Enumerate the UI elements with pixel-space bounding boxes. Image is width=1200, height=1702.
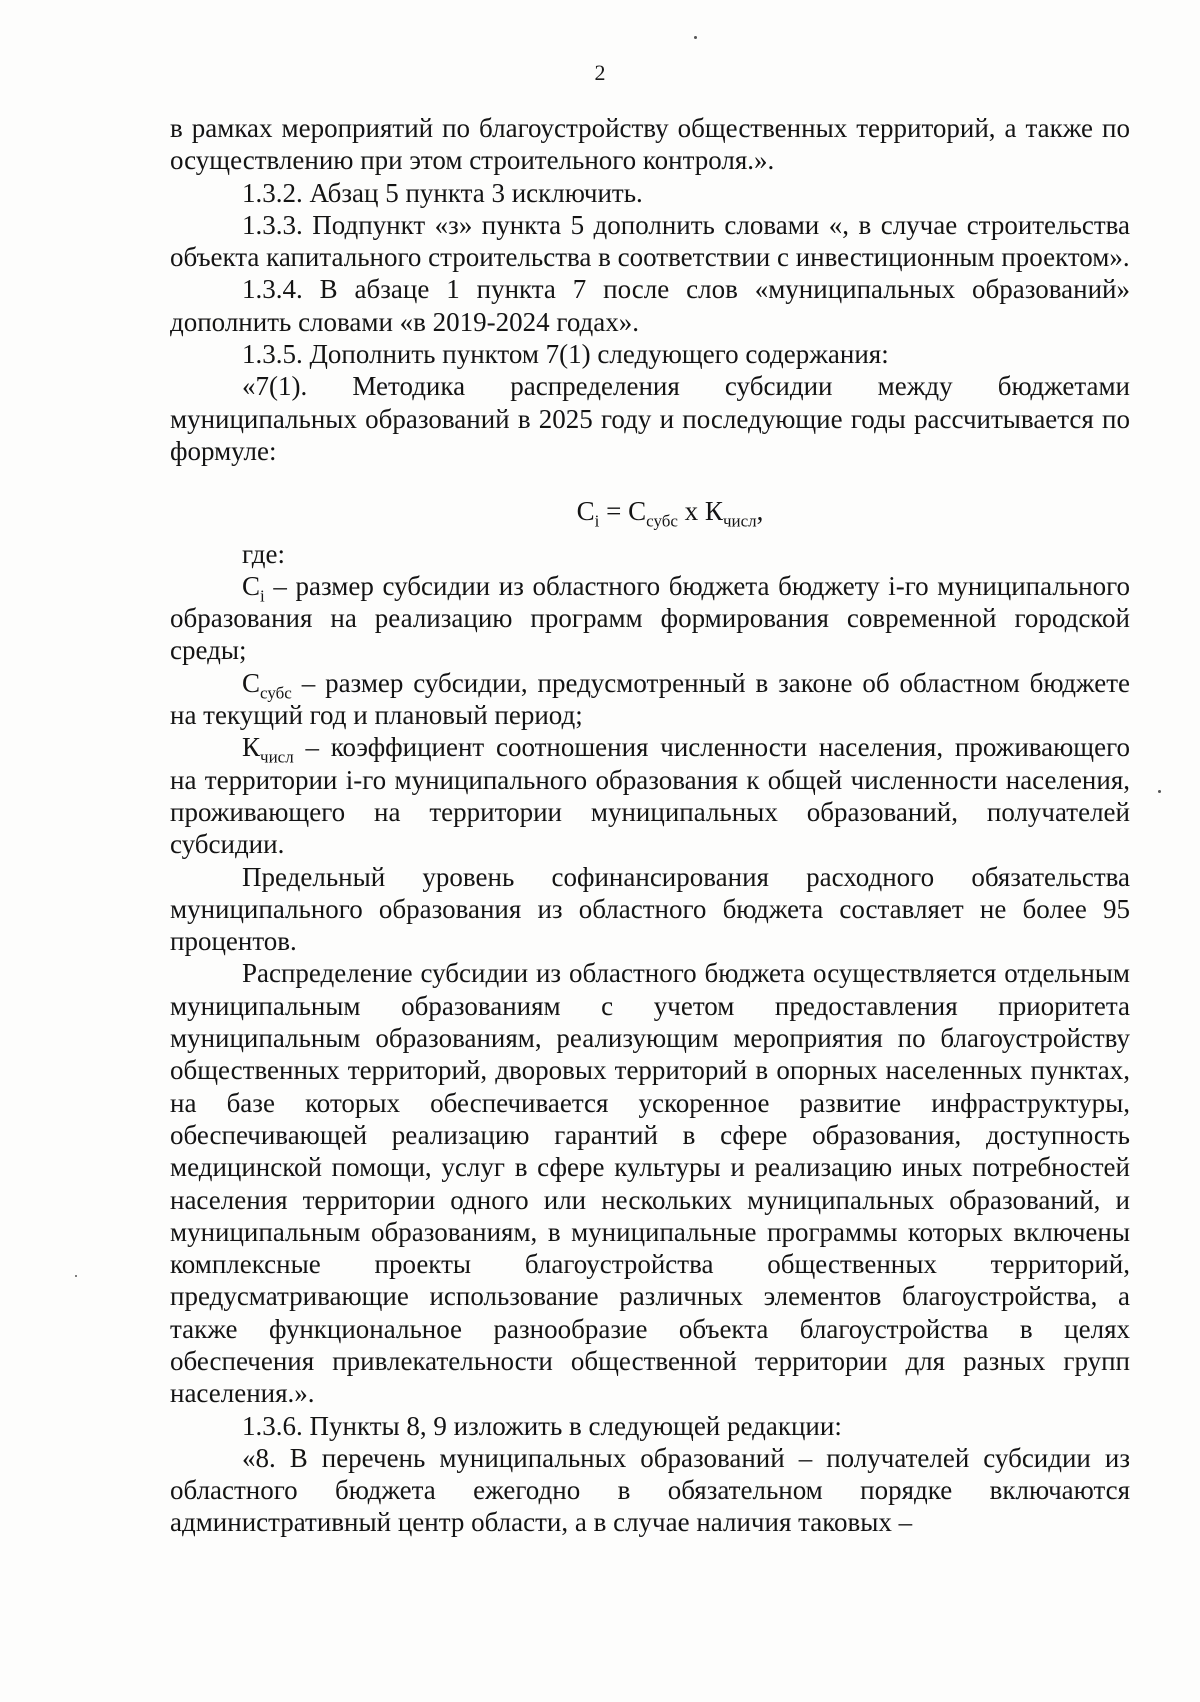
definition-csubs [170, 667, 1130, 732]
definition-text: – размер субсидии из областного бюджета бюджету i-го муниципального образования на реализацию программ формирования современной городской среды; [170, 570, 1130, 666]
definition-symbol: C [242, 667, 261, 698]
definition-symbol: C [242, 570, 261, 601]
paragraph-intro: в рамках мероприятий по благоустройству общественных территорий, а также по осуществлению при этом строительного контроля.». [170, 113, 1130, 176]
paragraph-distribution: Распределение субсидии из областного бюджета осуществляется отдельным муниципальным образованиям с учетом предоставления приоритета муниципальным образованиям, реализующим мероприятия по благоустройству общественных территорий, дворовых территорий в опорных населенных пунктах, на базе которых обеспечивается ускоренное развитие инфраструктуры, обеспечивающей реализацию гарантий в сфере образования, доступность медицинской помощи, услуг в сфере культуры и реализацию иных потребностей населения территории одного или нескольких муниципальных образований, и муниципальным образованиям, в муниципальные программы которых включены комплексные проекты благоустройства общественных территорий, предусматривающие использование различных элементов благоустройства, а также функциональное разнообразие объекта благоустройства в целях обеспечения привлекательности общественной территории для разных групп населения.». [170, 958, 1130, 1409]
formula-times: х К [677, 496, 723, 527]
formula-lhs: C [576, 496, 595, 527]
scan-speck [75, 1275, 77, 1277]
paragraph-1-3-4: 1.3.4. В абзаце 1 пункта 7 после слов «муниципальных образований» дополнить словами «в 2019-2024 годах». [170, 274, 1130, 337]
definition-text: – коэффициент соотношения численности населения, проживающего на территории i-го муниципального образования к общей численности населения, проживающего на территории муниципальных образований, получателей субсидии. [170, 732, 1130, 860]
definition-ci [170, 570, 1130, 667]
page-number: 2 [594, 60, 606, 85]
formula-tail: , [756, 496, 764, 527]
formula-chisl-sub: числ [722, 511, 757, 531]
formula-eq: = C [599, 496, 647, 527]
scan-speck [694, 36, 697, 39]
definition-kchisl [170, 731, 1130, 860]
paragraph-1-3-6: 1.3.6. Пункты 8, 9 изложить в следующей редакции: [242, 1410, 842, 1441]
definition-symbol-sub: числ [260, 747, 294, 767]
where-label: где: [242, 538, 285, 569]
scan-speck [1158, 790, 1161, 793]
paragraph-cofinancing: Предельный уровень софинансирования расходного обязательства муниципального образования из областного бюджета составляет не более 95 процентов. [170, 861, 1130, 957]
formula-lhs-sub: i [594, 511, 600, 531]
paragraph-7-1: «7(1). Методика распределения субсидии между бюджетами муниципальных образований в 2025 году и последующие годы рассчитывается по формуле: [170, 371, 1130, 466]
subsidy-formula [170, 495, 1130, 531]
paragraph-1-3-3: 1.3.3. Подпункт «з» пункта 5 дополнить словами «, в случае строительства объекта капитального строительства в соответствии с инвестиционным проектом». [170, 209, 1130, 273]
paragraph-8: «8. В перечень муниципальных образований – получателей субсидии из областного бюджета ежегодно в обязательном порядке включаются административный центр области, а в случае наличия таковых – [170, 1442, 1130, 1538]
definition-symbol-sub: i [260, 586, 265, 606]
definition-text: – размер субсидии, предусмотренный в законе об областном бюджете на текущий год и плановый период; [170, 667, 1130, 731]
definition-symbol-sub: субс [260, 683, 292, 703]
definition-symbol: К [242, 732, 261, 763]
formula-subs-sub: субс [646, 511, 678, 531]
paragraph-1-3-2: 1.3.2. Абзац 5 пункта 3 исключить. [242, 177, 643, 208]
document-body [170, 112, 1130, 1539]
paragraph-1-3-5: 1.3.5. Дополнить пунктом 7(1) следующего содержания: [242, 339, 889, 370]
